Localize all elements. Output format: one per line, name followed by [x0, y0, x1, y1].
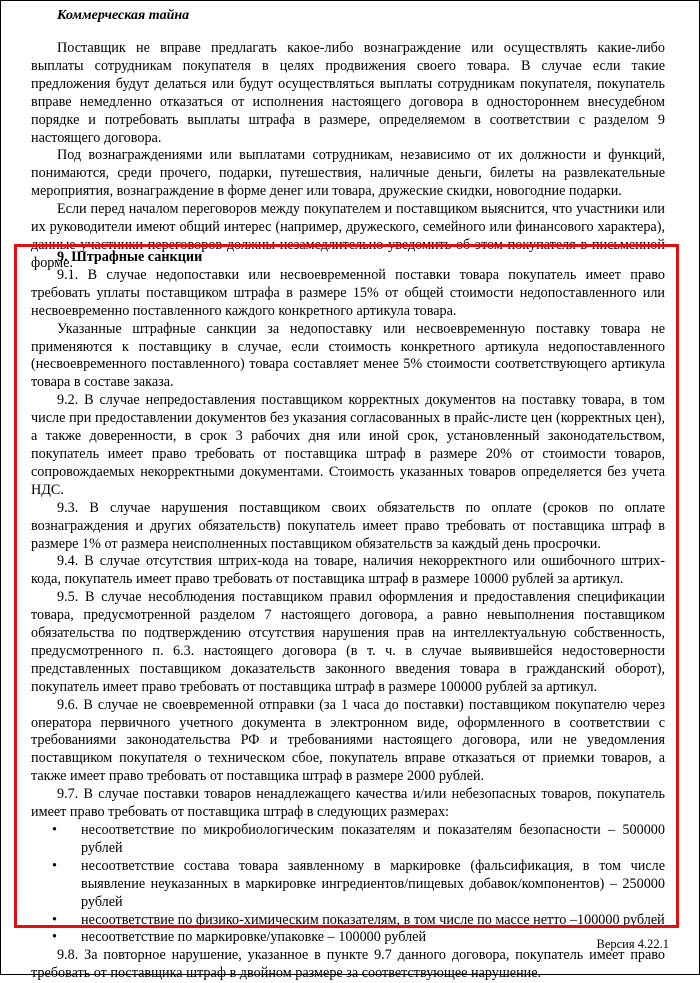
bullet-icon: • — [52, 911, 57, 928]
document-heading: Коммерческая тайна — [57, 8, 190, 23]
list-item — [52, 857, 665, 912]
bullet-icon: • — [52, 857, 57, 874]
clause-9-2: 9.2. В случае непредоставления поставщиком корректных документов на поставку товара, в том числе при предоставлении документов без указания согласованных в прайс-листе цен (корректных цен), а также доверенности, в срок 3 рабочих дня или иной срок, установленный законодательством, покупатель имеет право требовать от поставщика штраф в размере 20% от стоимости товаров, сопровождаемых некорректными документами. Стоимость указанных товаров определяется без учета НДС. — [31, 392, 665, 498]
clause-9-5: 9.5. В случае несоблюдения поставщиком правил оформления и предоставления спецификации товара, предусмотренной разделом 7 настоящего договора, а равно невыполнения поставщиком обязательства по подтверждению отсутствия нарушения прав на интеллектуальную собственность, предусмотренного п. 6.3. настоящего договора (в т. ч. в случае выявившейся недостоверности представленных поставщиком доказательств законного введения товара в гражданский оборот), покупатель имеет право требовать от поставщика штраф в размере 100000 рублей за артикул. — [31, 589, 665, 695]
intro-paragraph: Если перед началом переговоров между покупателем и поставщиком выяснится, что участники или их руководители имеют общий интерес (например, дружеского, семейного или финансового характера), данные участники переговоров должны незамедлительно уведомить об этом покупателя в письменной форме. — [31, 201, 665, 271]
section-title: 9. Штрафные санкции — [57, 249, 203, 265]
version-label: Версия 4.22.1 — [596, 937, 669, 951]
list-item-text: несоответствие по маркировке/упаковке – 100000 рублей — [81, 929, 427, 946]
list-item-text: несоответствие состава товара заявленному в маркировке (фальсификация, в том числе выявление неуказанных в маркировке ингредиентов/пищевых добавок/компонентов) – 250000 рублей — [81, 857, 665, 910]
list-item-text: несоответствие по физико-химическим показателям, в том числе по массе нетто –100000 рублей — [81, 911, 665, 928]
penalties-section — [31, 249, 665, 983]
bullet-icon: • — [52, 929, 57, 946]
clause-9-1: 9.1. В случае недопоставки или несвоевременной поставки товара покупатель имеет право требовать уплаты поставщиком штрафа в размере 15% от общей стоимости недопоставленного или несвоевременно поставленного каждого конкретного артикула товара. — [31, 266, 665, 319]
penalty-list — [31, 822, 665, 947]
clause-9-8: 9.8. За повторное нарушение, указанное в пункте 9.7 данного договора, покупатель имеет право требовать от поставщика штраф в двойном размере за соответствующее нарушение. — [31, 947, 665, 982]
intro-paragraph: Поставщик не вправе предлагать какое-либо вознаграждение или осуществлять какие-либо выплаты сотрудникам покупателя в целях продвижения своего товара. В случае если такие предложения будут делаться или будут осуществляться выплаты сотрудникам покупателя, покупатель вправе немедленно отказаться от исполнения настоящего договора в одностороннем внесудебном порядке и потребовать выплаты штрафа в размере, определяемом в соответствии с разделом 9 настоящего договора. — [31, 40, 665, 146]
intro-section — [31, 40, 665, 273]
clause-9-4: 9.4. В случае отсутствия штрих-кода на товаре, наличия некорректного или ошибочного штрих-кода, покупатель имеет право требовать от поставщика штраф в размере 10000 рублей за артикул. — [31, 553, 665, 588]
clause-9-1-note: Указанные штрафные санкции за недопоставку или несвоевременную поставку товара не применяются к поставщику в случае, если стоимость конкретного артикула недопоставленного (несвоевременного поставленного) товара составляет менее 5% стоимости соответствующего артикула товара в составе заказа. — [31, 320, 665, 391]
bullet-icon: • — [52, 822, 57, 838]
clause-9-3: 9.3. В случае нарушения поставщиком своих обязательств по оплате (сроков по оплате вознаграждения и других обязательств) покупатель имеет право требовать от поставщика штраф в размере 1% от размера неисполненных поставщиком обязательств за каждый день просрочки. — [31, 499, 665, 552]
list-item-text: несоответствие по микробиологическим показателям и показателям безопасности – 500000 рублей — [81, 822, 665, 856]
clause-9-7: 9.7. В случае поставки товаров ненадлежащего качества и/или небезопасных товаров, покупатель имеет право требовать от поставщика штраф в следующих размерах: — [31, 786, 665, 821]
clause-9-6: 9.6. В случае не своевременной отправки (за 1 часа до поставки) поставщиком покупателю через оператора первичного учетного документа в электронном виде, оформленного в соответствии с требованиями законодательства РФ и требованиями настоящего договора, или не уведомления поставщиком покупателя о техническом сбое, покупатель вправе отказаться от приемки товаров, а также имеет право требовать от поставщика штраф в размере 2000 рублей. — [31, 696, 665, 785]
intro-paragraph: Под вознаграждениями или выплатами сотрудникам, независимо от их должности и функций, понимаются, среди прочего, подарки, путешествия, наличные деньги, билеты на развлекательные мероприятия, вознаграждение в форме денег или товара, дружеские скидки, новогодние подарки. — [31, 147, 665, 200]
list-item — [52, 911, 665, 930]
list-item — [52, 822, 665, 858]
